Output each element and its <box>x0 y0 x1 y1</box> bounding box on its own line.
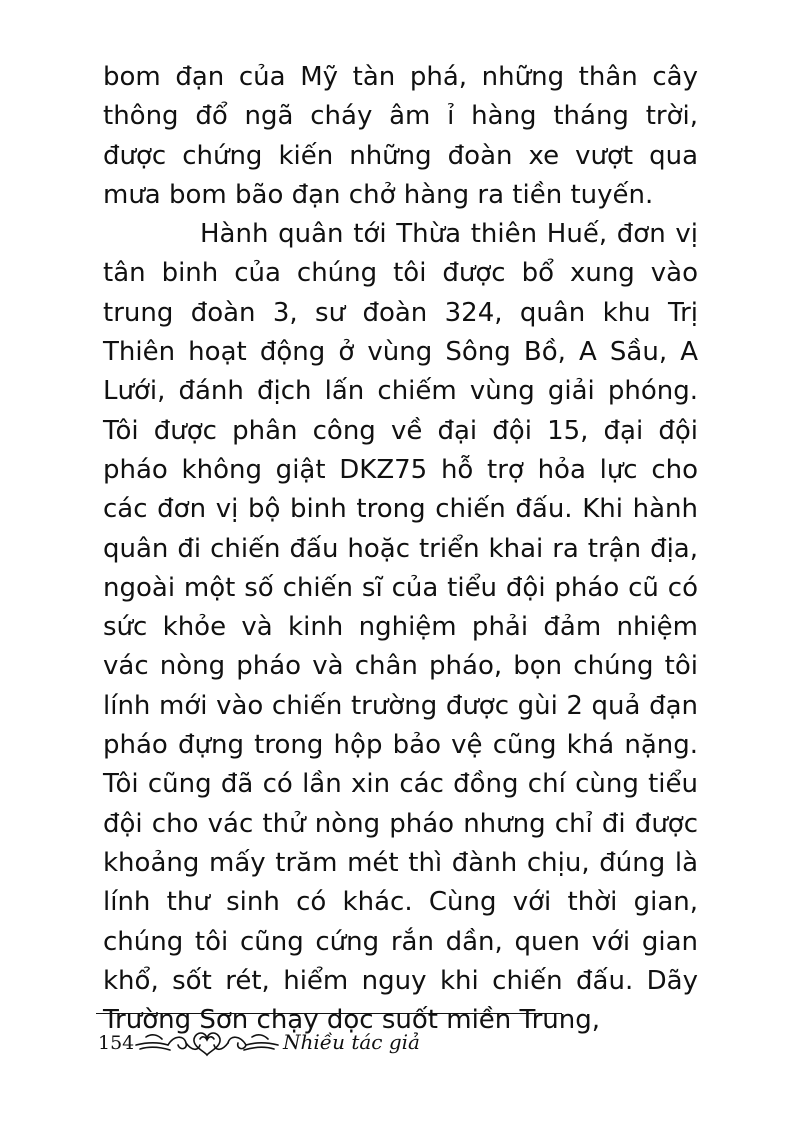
paragraph-1: bom đạn của Mỹ tàn phá, những thân cây thông đổ ngã cháy âm ỉ hàng tháng trời, được chứng kiến những đoàn xe vượt qua mưa bom bão đạn chở hàng ra tiền tuyến. <box>103 62 698 210</box>
footer-rule <box>96 1013 562 1014</box>
page-number: 154 <box>98 1032 135 1054</box>
author-name: Nhiều tác giả <box>283 1030 420 1054</box>
body-text <box>103 58 698 1040</box>
page-footer <box>96 1013 566 1063</box>
floral-ornament-icon <box>134 1027 280 1057</box>
paragraph-2: Hành quân tới Thừa thiên Huế, đơn vị tân binh của chúng tôi được bổ xung vào trung đoàn 3, sư đoàn 324, quân khu Trị Thiên hoạt động ở vùng Sông Bồ, A Sầu, A Lưới, đánh địch lấn chiếm vùng giải phóng. Tôi được phân công về đại đội 15, đại đội pháo không giật DKZ75 hỗ trợ hỏa lực cho các đơn vị bộ binh trong chiến đấu. Khi hành quân đi chiến đấu hoặc triển khai ra trận địa, ngoài một số chiến sĩ của tiểu đội pháo cũ có sức khỏe và kinh nghiệm phải đảm nhiệm vác nòng pháo và chân pháo, bọn chúng tôi lính mới vào chiến trường được gùi 2 quả đạn pháo đựng trong hộp bảo vệ cũng khá nặng. Tôi cũng đã có lần xin các đồng chí cùng tiểu đội cho vác thử nòng pháo nhưng chỉ đi được khoảng mấy trăm mét thì đành chịu, đúng là lính thư sinh có khác. Cùng với thời gian, chúng tôi cũng cứng rắn dần, quen với gian khổ, sốt rét, hiểm nguy khi chiến đấu. Dãy Trường Sơn chạy dọc suốt miền Trung, <box>103 219 698 1036</box>
